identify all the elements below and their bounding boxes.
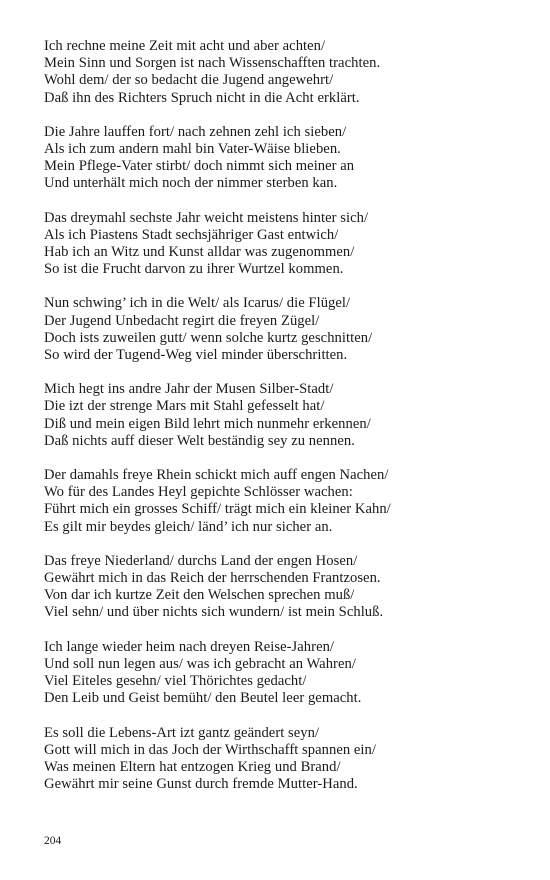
poem-line: Doch ists zuweilen gutt/ wenn solche kurtz geschnitten/ <box>44 329 373 346</box>
poem-line: Das freye Niederland/ durchs Land der engen Hosen/ <box>44 552 358 569</box>
poem-line: Und unterhält mich noch der nimmer sterben kan. <box>44 175 338 192</box>
stanza <box>44 210 514 279</box>
poem-line: Mein Pflege-Vater stirbt/ doch nimmt sich meiner an <box>44 158 355 175</box>
stanza <box>44 124 514 193</box>
poem-line: Als ich Piastens Stadt sechsjähriger Gast entwich/ <box>44 226 339 243</box>
poem-line: Daß ihn des Richters Spruch nicht in die Acht erklärt. <box>44 89 360 106</box>
stanza <box>44 553 514 622</box>
poem-line: Die izt der strenge Mars mit Stahl gefesselt hat/ <box>44 398 325 415</box>
page-number: 204 <box>44 835 62 847</box>
poem-line: Diß und mein eigen Bild lehrt mich nunmehr erkennen/ <box>44 415 371 432</box>
poem-line: So ist die Frucht darvon zu ihrer Wurtzel kommen. <box>44 261 344 278</box>
poem-line: Was meinen Eltern hat entzogen Krieg und Brand/ <box>44 758 341 775</box>
poem-line: Es gilt mir beydes gleich/ länd’ ich nur sicher an. <box>44 518 333 535</box>
poem-line: Als ich zum andern mahl bin Vater-Wäise blieben. <box>44 141 341 158</box>
poem-line: Der Jugend Unbedacht regirt die freyen Zügel/ <box>44 312 320 329</box>
poem-line: Und soll nun legen aus/ was ich gebracht an Wahren/ <box>44 655 356 672</box>
poem-line: Daß nichts auff dieser Welt beständig sey zu nennen. <box>44 432 355 449</box>
poem-line: Viel Eiteles gesehn/ viel Thörichtes gedacht/ <box>44 673 307 690</box>
stanza <box>44 38 514 107</box>
poem-line: Hab ich an Witz und Kunst alldar was zugenommen/ <box>44 244 355 261</box>
poem-line: Ich rechne meine Zeit mit acht und aber achten/ <box>44 38 326 54</box>
poem-line: Ich lange wieder heim nach dreyen Reise-Jahren/ <box>44 638 335 655</box>
poem-line: Mein Sinn und Sorgen ist nach Wissenschafften trachten. <box>44 55 381 72</box>
stanza <box>44 381 514 450</box>
poem-body <box>44 38 514 810</box>
poem-line: Viel sehn/ und über nichts sich wundern/ ist mein Schluß. <box>44 604 384 621</box>
poem-line: Die Jahre lauffen fort/ nach zehnen zehl ich sieben/ <box>44 123 347 140</box>
poem-line: Gewährt mich in das Reich der herrschenden Frantzosen. <box>44 570 381 587</box>
poem-line: So wird der Tugend-Weg viel minder überschritten. <box>44 347 348 364</box>
poem-line: Von dar ich kurtze Zeit den Welschen sprechen muß/ <box>44 587 355 604</box>
poem-line: Gewährt mir seine Gunst durch fremde Mutter-Hand. <box>44 776 358 793</box>
poem-line: Es soll die Lebens-Art izt gantz geändert seyn/ <box>44 724 320 741</box>
stanza <box>44 295 514 364</box>
poem-line: Wo für des Landes Heyl gepichte Schlösser wachen: <box>44 484 353 501</box>
poem-line: Das dreymahl sechste Jahr weicht meistens hinter sich/ <box>44 209 369 226</box>
poem-line: Den Leib und Geist bemüht/ den Beutel leer gemacht. <box>44 690 362 707</box>
poem-line: Der damahls freye Rhein schickt mich auff engen Nachen/ <box>44 467 389 484</box>
stanza <box>44 725 514 794</box>
poem-line: Mich hegt ins andre Jahr der Musen Silber-Stadt/ <box>44 381 334 398</box>
poem-line: Nun schwing’ ich in die Welt/ als Icarus/ die Flügel/ <box>44 295 351 312</box>
stanza <box>44 639 514 708</box>
poem-line: Führt mich ein grosses Schiff/ trägt mich ein kleiner Kahn/ <box>44 501 391 518</box>
stanza <box>44 467 514 536</box>
poem-line: Gott will mich in das Joch der Wirthschafft spannen ein/ <box>44 741 376 758</box>
poem-line: Wohl dem/ der so bedacht die Jugend angewehrt/ <box>44 72 334 89</box>
